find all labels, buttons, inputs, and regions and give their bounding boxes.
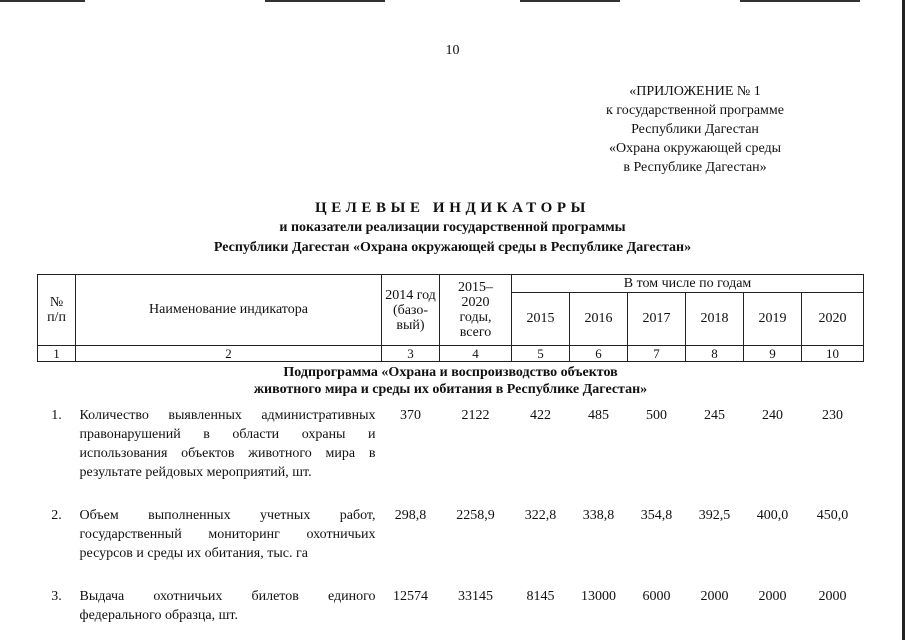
year-value: 6000: [642, 589, 671, 604]
header-total: [440, 275, 512, 346]
subprogram-heading: [38, 362, 864, 402]
header-year: 2018: [686, 293, 744, 346]
title-line-1: и показатели реализации государственной программы: [279, 220, 626, 235]
header-year: 2020: [802, 293, 864, 346]
header-year: 2019: [744, 293, 802, 346]
scan-top-edge: [0, 0, 905, 3]
year-value: 2000: [818, 589, 847, 604]
title-main: ЦЕЛЕВЫЕ ИНДИКАТОРЫ: [314, 200, 591, 216]
year-value: 245: [704, 408, 725, 423]
table-row: [38, 501, 864, 564]
year-value: 392,5: [698, 508, 731, 523]
year-value: 354,8: [640, 508, 673, 523]
total-value: 33145: [458, 589, 493, 604]
column-number: 10: [802, 346, 864, 362]
base-value: 370: [400, 408, 421, 423]
appendix-line: «Охрана окружающей среды: [608, 141, 782, 156]
total-value: 2122: [461, 408, 490, 423]
column-number: 7: [628, 346, 686, 362]
document-title: [0, 198, 905, 258]
header-by-years: В том числе по годам: [512, 275, 864, 293]
title-line-2: Республики Дагестан «Охрана окружающей среды в Республике Дагестан»: [213, 240, 692, 255]
base-value: 298,8: [394, 508, 427, 523]
header-year: 2017: [628, 293, 686, 346]
year-value: 240: [762, 408, 783, 423]
table-row: [38, 582, 864, 626]
indicator-name: Количество выявленных административных правонарушений в области охраны и использования объектов животного мира в результате рейдовых мероприятий, шт.: [79, 408, 376, 480]
row-number: 2.: [51, 508, 62, 523]
total-value: 2258,9: [456, 508, 495, 523]
column-number: 2: [76, 346, 382, 362]
column-number: 3: [382, 346, 440, 362]
year-value: 230: [822, 408, 844, 423]
indicator-name: Выдача охотничьих билетов единого федерального образца, шт.: [79, 589, 376, 623]
column-number: 4: [440, 346, 512, 362]
appendix-note: [560, 82, 830, 177]
appendix-line: в Республике Дагестан»: [623, 160, 767, 175]
year-value: 13000: [581, 589, 616, 604]
year-value: 322,8: [524, 508, 557, 523]
year-value: 450,0: [816, 508, 849, 523]
header-number: [38, 275, 76, 346]
column-number: 9: [744, 346, 802, 362]
year-value: 2000: [700, 589, 729, 604]
base-value: 12574: [393, 589, 428, 604]
year-value: 338,8: [582, 508, 615, 523]
appendix-line: «ПРИЛОЖЕНИЕ № 1: [629, 84, 761, 99]
year-value: 400,0: [756, 508, 789, 523]
year-value: 422: [530, 408, 551, 423]
header-base-year: [382, 275, 440, 346]
indicator-name: Объем выполненных учетных работ, государственный мониторинг охотничьих ресурсов и среды их обитания, тыс. га: [79, 508, 376, 561]
header-indicator-name: Наименование индикатора: [76, 275, 382, 346]
appendix-line: Республики Дагестан: [631, 122, 759, 137]
header-base-year-text: 2014 год (базо- вый): [385, 287, 436, 333]
appendix-line: к государственной программе: [606, 103, 784, 118]
column-number: 1: [38, 346, 76, 362]
indicators-table: [37, 274, 864, 626]
header-total-text: 2015– 2020 годы, всего: [458, 280, 493, 340]
year-value: 485: [588, 408, 609, 423]
column-number: 8: [686, 346, 744, 362]
header-year: 2016: [570, 293, 628, 346]
year-value: 500: [646, 408, 667, 423]
year-value: 8145: [526, 589, 555, 604]
header-year: 2015: [512, 293, 570, 346]
header-number-text: № п/п: [47, 295, 66, 325]
subprogram-heading-text: Подпрограмма «Охрана и воспроизводство объектов животного мира и среды их обитания в Республике Дагестан»: [253, 365, 648, 397]
page-number: 10: [445, 43, 460, 58]
row-number: 1.: [51, 408, 62, 423]
column-number: 5: [512, 346, 570, 362]
table-row: [38, 401, 864, 483]
column-number: 6: [570, 346, 628, 362]
row-number: 3.: [51, 589, 62, 604]
year-value: 2000: [758, 589, 787, 604]
